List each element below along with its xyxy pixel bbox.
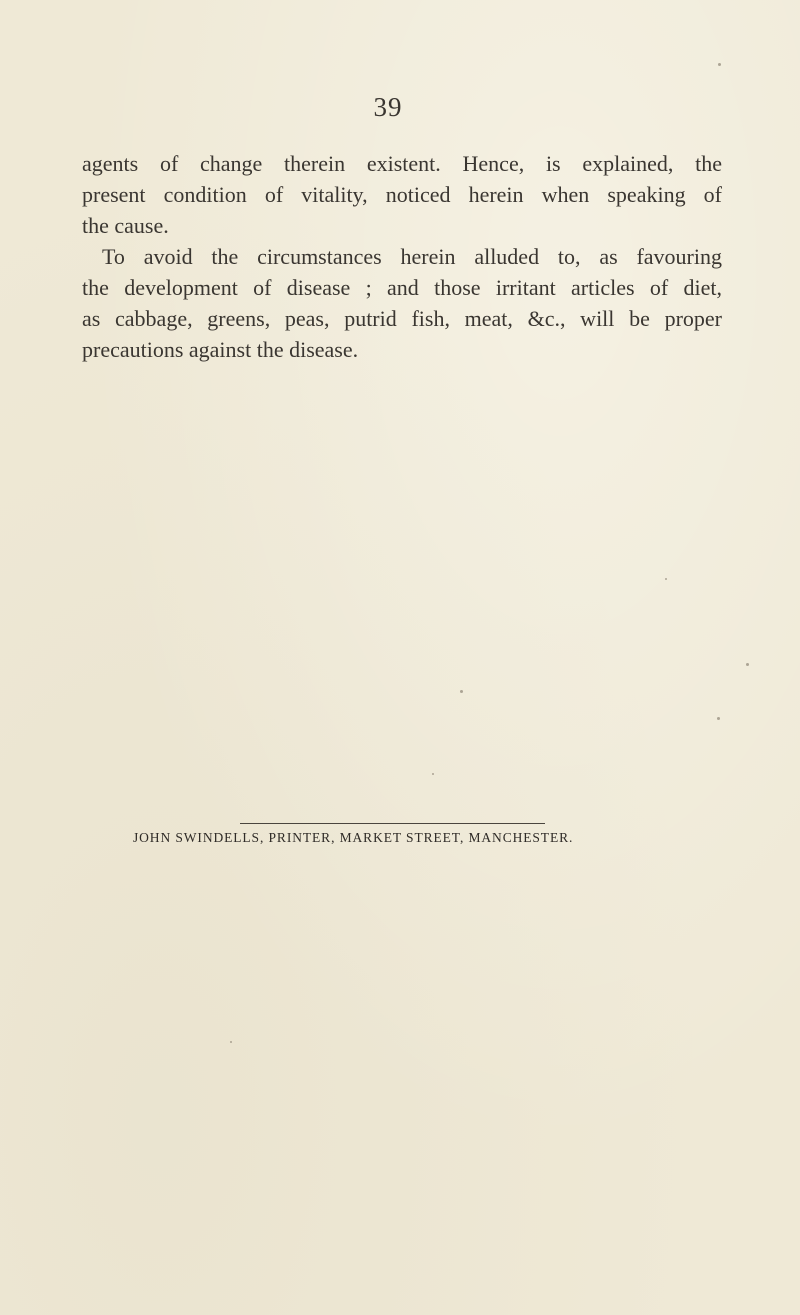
text-line: the development of disease ; and those irritant articles of diet, [82, 275, 722, 300]
text-line: agents of change therein existent. Hence, is explained, the [82, 151, 722, 176]
text-line: precautions against the disease. [82, 337, 359, 362]
page-number: 39 [373, 92, 403, 122]
text-line: To avoid the circumstances herein alluded to, as favouring [102, 244, 722, 269]
text-line: present condition of vitality, noticed herein when speaking of [82, 182, 722, 207]
paper-speck [718, 63, 721, 66]
paper-speck [746, 663, 749, 666]
text-line: as cabbage, greens, peas, putrid fish, meat, &c., will be proper [82, 306, 722, 331]
paper-speck [665, 578, 667, 580]
imprint-rule [240, 823, 545, 824]
paper-speck [460, 690, 463, 693]
printer-imprint: JOHN SWINDELLS, PRINTER, MARKET STREET, MANCHESTER. [133, 830, 574, 845]
body-text [82, 148, 722, 365]
paper-speck [230, 1041, 232, 1043]
paper-speck [432, 773, 434, 775]
paper-speck [717, 717, 720, 720]
text-line: the cause. [82, 213, 169, 238]
